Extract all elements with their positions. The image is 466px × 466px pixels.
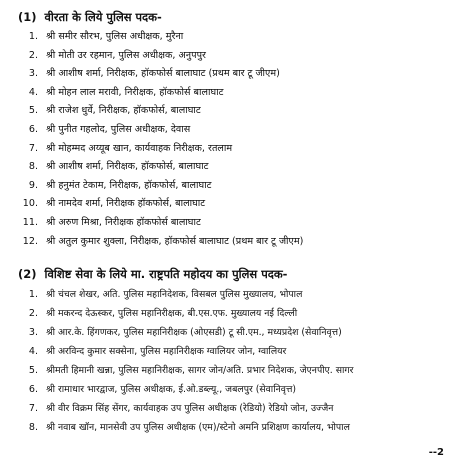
section-1-heading [18,8,452,26]
list-item [18,233,452,252]
item-number: 4. [28,346,38,358]
item-text: श्री आर.के. हिंगणकर, पुलिस महानिरीक्षक (ओएसडी) टू सी.एम., मध्यप्रदेश (सेवानिवृत्त) [46,327,342,339]
item-text: श्री हनुमंत टेकाम, निरीक्षक, हॉकफोर्स, बालाघाट [46,179,212,191]
section-1-title: वीरता के लिये पुलिस पदक- [44,10,162,24]
item-text: श्री नामदेव शर्मा, निरीक्षक हॉकफोर्स, बालाघाट [46,198,206,210]
item-number: 6. [28,123,38,135]
item-text: श्री राजेश धुर्वे, निरीक्षक, हॉकफोर्स, बालाघाट [46,105,201,117]
list-item [18,214,452,233]
page-number: --2 [428,447,444,458]
section-1-number: (1) [18,10,37,24]
item-number: 8. [28,422,38,434]
list-item [18,102,452,121]
list-item [18,399,452,418]
item-number: 2. [28,49,38,61]
item-number: 10. [22,198,38,210]
item-text: श्री मोहम्मद अय्यूब खान, कार्यवाहक निरीक्षक, रतलाम [46,142,233,154]
item-number: 7. [28,142,38,154]
item-text: श्री आशीष शर्मा, निरीक्षक, हॉकफोर्स, बालाघाट [46,161,209,173]
list-item [18,195,452,214]
item-number: 2. [28,308,38,320]
item-text: श्री मोती उर रहमान, पुलिस अधीक्षक, अनुपपुर [46,49,206,61]
item-number: 12. [22,235,38,247]
list-item [18,361,452,380]
list-item [18,28,452,47]
item-text: श्री मकरन्द देऊस्कर, पुलिस महानिरीक्षक, बी.एस.एफ. मुख्यालय नई दिल्ली [46,308,298,320]
item-text: श्री रामाधार भारद्वाज, पुलिस अधीक्षक, ई.ओ.डब्ल्यू., जबलपुर (सेवानिवृत्त) [46,384,297,396]
section-1-list [18,28,452,251]
list-item [18,323,452,342]
item-text: श्री मोहन लाल मरावी, निरीक्षक, हॉकफोर्स बालाघाट [46,86,224,98]
item-number: 1. [28,289,38,301]
item-number: 8. [28,161,38,173]
item-text: श्री अतुल कुमार शुक्ला, निरीक्षक, हॉकफोर्स बालाघाट (प्रथम बार टू जीएम) [46,235,304,247]
item-number: 11. [22,216,38,228]
list-item [18,84,452,103]
item-number: 9. [28,179,38,191]
item-text: श्री अरविन्द कुमार सक्सेना, पुलिस महानिरीक्षक ग्वालियर जोन, ग्वालियर [46,346,287,358]
list-item [18,121,452,140]
list-item [18,418,452,437]
list-item [18,342,452,361]
list-item [18,177,452,196]
item-text: श्री वीर विक्रम सिंह सेंगर, कार्यवाहक उप पुलिस अधीक्षक (रेडियो) रेडियो जोन, उज्जैन [46,403,334,415]
item-text: श्री अरुण मिश्रा, निरीक्षक हॉकफोर्स बालाघाट [46,216,201,228]
item-text: श्री नवाब खॉन, मानसेवी उप पुलिस अधीक्षक (एम)/स्टेनो अमनि प्रशिक्षण कार्यालय, भोपाल [46,422,350,434]
list-item [18,140,452,159]
section-2-number: (2) [18,267,37,282]
list-item [18,47,452,66]
list-item [18,380,452,399]
item-text: श्री पुनीत गहलोद, पुलिस अधीक्षक, देवास [46,123,191,135]
section-2-title: विशिष्ट सेवा के लिये मा. राष्ट्रपति महोदय का पुलिस पदक- [44,267,288,282]
item-number: 6. [28,384,38,396]
item-number: 3. [28,68,38,80]
item-text: श्री आशीष शर्मा, निरीक्षक, हॉकफोर्स बालाघाट (प्रथम बार टू जीएम) [46,68,280,80]
item-number: 7. [28,403,38,415]
list-item [18,158,452,177]
item-text: श्री समीर सौरभ, पुलिस अधीक्षक, मुरैना [46,31,184,42]
list-item [18,285,452,304]
item-number: 5. [28,105,38,117]
item-number: 4. [28,86,38,98]
item-number: 3. [28,327,38,339]
item-text: श्री चंचल शेखर, अति. पुलिस महानिदेशक, विसबल पुलिस मुख्यालय, भोपाल [46,289,303,301]
list-item [18,304,452,323]
section-2-heading [18,265,452,283]
item-number: 5. [28,365,38,377]
item-number: 1. [28,31,38,42]
item-text: श्रीमती हिमानी खन्ना, पुलिस महानिरीक्षक, सागर जोन/अति. प्रभार निदेशक, जेएनपीए. सागर [46,365,354,377]
list-item [18,65,452,84]
section-2-list [18,285,452,437]
